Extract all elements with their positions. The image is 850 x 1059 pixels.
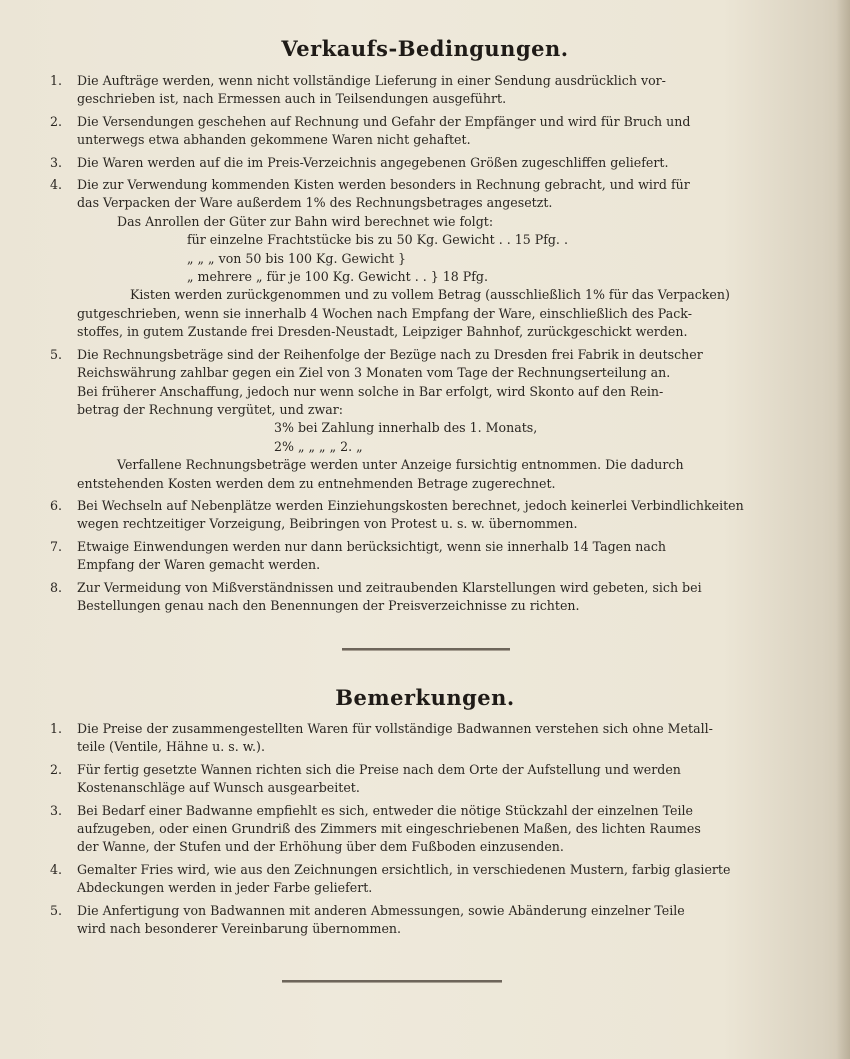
item-number: 3. — [50, 802, 63, 818]
condition-item-3 — [50, 154, 725, 172]
remark-item-3 — [50, 802, 725, 857]
item-number: 5. — [50, 346, 63, 362]
item-text: das Verpacken der Ware außerdem 1% des Rechnungsbetrages angesetzt. — [77, 195, 553, 211]
item-text: geschrieben ist, nach Ermessen auch in Teilsendungen ausgeführt. — [77, 91, 507, 107]
item-text: betrag der Rechnung vergütet, und zwar: — [77, 401, 344, 417]
item-text: Bei Bedarf einer Badwanne empfiehlt es sich, entweder die nötige Stückzahl der einzelnen Teile — [77, 802, 693, 818]
item-text: Die Anfertigung von Badwannen mit anderen Abmessungen, sowie Abänderung einzelner Teile — [77, 902, 685, 918]
item-text: Die Preise der zusammengestellten Waren für vollständige Badwannen verstehen sich ohne Metall- — [77, 721, 713, 736]
remark-item-1 — [50, 720, 725, 757]
item-text: Empfang der Waren gemacht werden. — [77, 557, 321, 573]
item-text: Reichswährung zahlbar gegen ein Ziel von 3 Monaten vom Tage der Rechnungserteilung an. — [77, 365, 671, 381]
condition-item-1 — [50, 72, 725, 109]
remark-item-2 — [50, 761, 725, 798]
item-number: 2. — [50, 761, 63, 777]
condition-item-5 — [50, 346, 725, 493]
bottom-divider — [282, 980, 502, 982]
item-text: Zur Vermeidung von Mißverständnissen und zeitraubenden Klarstellungen wird gebeten, sich bei — [77, 579, 702, 595]
item-text: Das Anrollen der Güter zur Bahn wird berechnet wie folgt: — [117, 213, 494, 229]
condition-item-4 — [50, 176, 730, 342]
conditions-title: Verkaufs-Bedingungen. — [281, 36, 569, 61]
condition-item-2 — [50, 113, 725, 150]
item-text: Die Versendungen geschehen auf Rechnung und Gefahr der Empfänger und wird für Bruch und — [77, 113, 691, 129]
item-text: Kostenanschläge auf Wunsch ausgearbeitet. — [77, 780, 360, 796]
item-text: gutgeschrieben, wenn sie innerhalb 4 Wochen nach Empfang der Ware, einschließlich des Pack- — [77, 305, 692, 321]
item-number: 2. — [50, 113, 63, 129]
item-text: „ mehrere „ für je 100 Kg. Gewicht . . } 18 Pfg. — [187, 269, 488, 285]
item-number: 8. — [50, 579, 63, 595]
item-number: 3. — [50, 154, 63, 170]
item-text: Verfallene Rechnungsbeträge werden unter Anzeige fursichtig entnommen. Die dadurch — [117, 457, 684, 473]
item-text: Die Waren werden auf die im Preis-Verzeichnis angegebenen Größen zugeschliffen geliefert. — [77, 154, 669, 170]
remarks-list — [50, 720, 731, 942]
item-number: 6. — [50, 497, 63, 513]
item-text: wird nach besonderer Vereinbarung übernommen. — [77, 921, 402, 937]
condition-item-8 — [50, 579, 725, 616]
item-text: stoffes, in gutem Zustande frei Dresden-Neustadt, Leipziger Bahnhof, zurückgeschickt werden. — [77, 324, 688, 340]
page-edge-shadow — [836, 0, 850, 1059]
remark-item-4 — [50, 861, 731, 898]
item-text: Bei früherer Anschaffung, jedoch nur wenn solche in Bar erfolgt, wird Skonto auf den Rein- — [77, 383, 664, 399]
remarks-title: Bemerkungen. — [335, 685, 515, 710]
item-text: Bei Wechseln auf Nebenplätze werden Einziehungskosten berechnet, jedoch keinerlei Verbindlichkeiten — [77, 497, 744, 513]
item-text: für einzelne Frachtstücke bis zu 50 Kg. Gewicht . . 15 Pfg. . — [187, 232, 568, 248]
conditions-list — [50, 72, 744, 619]
item-text: aufzugeben, oder einen Grundriß des Zimmers mit eingeschriebenen Maßen, des lichten Raumes — [77, 821, 701, 837]
item-text: Die Aufträge werden, wenn nicht vollständige Lieferung in einer Sendung ausdrücklich vor- — [77, 73, 666, 88]
item-text: 2% „ „ „ „ 2. „ — [274, 438, 363, 454]
item-number: 4. — [50, 861, 63, 877]
item-text: teile (Ventile, Hähne u. s. w.). — [77, 739, 265, 755]
item-text: Bestellungen genau nach den Benennungen der Preisverzeichnisse zu richten. — [77, 597, 580, 613]
item-number: 7. — [50, 538, 63, 554]
item-number: 1. — [50, 721, 63, 736]
item-text: Die Rechnungsbeträge sind der Reihenfolge der Bezüge nach zu Dresden frei Fabrik in deutscher — [77, 346, 703, 362]
item-text: Die zur Verwendung kommenden Kisten werden besonders in Rechnung gebracht, und wird für — [77, 177, 690, 193]
item-text: Gemalter Fries wird, wie aus den Zeichnungen ersichtlich, in verschiedenen Mustern, farbig glasierte — [77, 861, 731, 877]
item-number: 1. — [50, 73, 63, 88]
item-text: 3% bei Zahlung innerhalb des 1. Monats, — [274, 420, 538, 436]
remark-item-5 — [50, 902, 725, 939]
item-text: Kisten werden zurückgenommen und zu vollem Betrag (ausschließlich 1% für das Verpacken) — [130, 287, 730, 303]
section-divider — [342, 648, 510, 650]
condition-item-7 — [50, 538, 725, 575]
item-text: der Wanne, der Stufen und der Erhöhung über dem Fußboden einzusenden. — [77, 839, 564, 855]
item-text: wegen rechtzeitiger Vorzeigung, Beibringen von Protest u. s. w. übernommen. — [77, 516, 578, 532]
item-number: 4. — [50, 177, 63, 193]
item-text: Abdeckungen werden in jeder Farbe geliefert. — [77, 880, 373, 896]
item-number: 5. — [50, 902, 63, 918]
item-text: entstehenden Kosten werden dem zu entnehmenden Betrage zugerechnet. — [77, 475, 556, 491]
item-text: Etwaige Einwendungen werden nur dann berücksichtigt, wenn sie innerhalb 14 Tagen nach — [77, 538, 667, 554]
item-text: „ „ „ von 50 bis 100 Kg. Gewicht } — [187, 250, 407, 266]
condition-item-6 — [50, 497, 744, 534]
item-text: unterwegs etwa abhanden gekommene Waren nicht gehaftet. — [77, 132, 471, 148]
item-text: Für fertig gesetzte Wannen richten sich die Preise nach dem Orte der Aufstellung und werden — [77, 761, 681, 777]
